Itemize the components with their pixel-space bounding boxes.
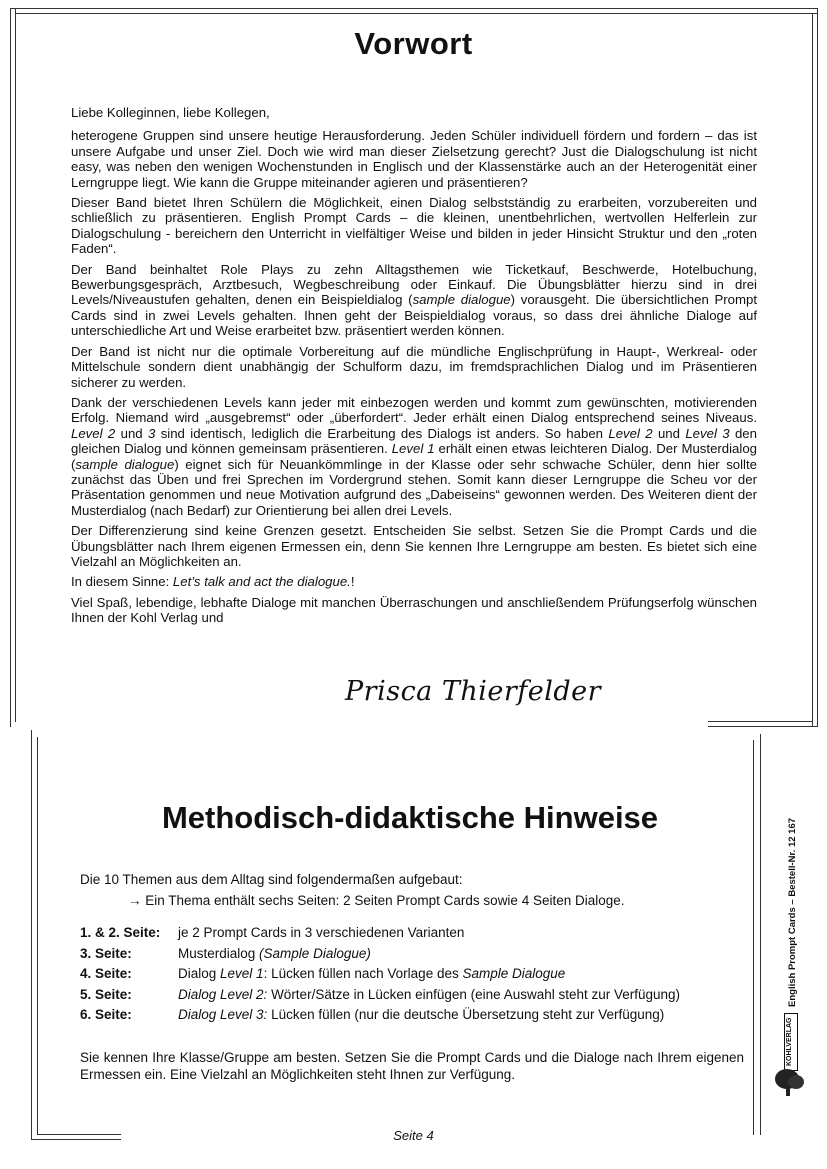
tree-icon — [772, 1067, 806, 1097]
vorwort-body — [71, 105, 757, 631]
list-item-value: Dialog Level 3: Lücken füllen (nur die deutsche Übersetzung steht zur Verfügung) — [178, 1007, 665, 1023]
list-item-value: je 2 Prompt Cards in 3 verschiedenen Varianten — [178, 925, 465, 940]
paragraph: Der Band ist nicht nur die optimale Vorbereitung auf die mündliche Englischprüfung in Haupt-, Werkreal- oder Mittelschule sondern dient unabhängig der Schulform dazu, im fremdsprachlichen Dialog und im Präsentieren sicherer zu werden. — [71, 343, 757, 390]
emphasis: Level 2 — [71, 425, 116, 441]
paragraph: Der Differenzierung sind keine Grenzen gesetzt. Entscheiden Sie selbst. Setzen Sie die Prompt Cards und die Übungsblätter nach Ihrem eigenen Ermessen ein, denn Sie kennen Ihre Lerngruppe am besten. Es bietet sich eine Vielzahl an Möglichkeiten an. — [71, 523, 757, 569]
paragraph — [71, 395, 757, 518]
list-item-key: 1. & 2. Seite: — [80, 925, 161, 940]
list-item-value: Dialog Level 2: Wörter/Sätze in Lücken einfügen (eine Auswahl steht zur Verfügung) — [178, 986, 681, 1002]
emphasis: Let’s talk and act the dialogue. — [172, 574, 351, 590]
page-structure-list — [80, 925, 740, 1028]
text-run: und — [652, 425, 686, 441]
list-item — [80, 966, 740, 987]
paragraph: Viel Spaß, lebendige, lebhafte Dialoge mit manchen Überraschungen und anschließendem Prüfungserfolg wünschen Ihnen der Kohl Verlag und — [71, 594, 757, 626]
emphasis: 3 — [147, 425, 156, 441]
list-item-key: 5. Seite: — [80, 986, 132, 1002]
list-item — [80, 946, 740, 967]
text-run: den gleichen Dialog und können gemeinsam präsentieren. — [71, 425, 757, 457]
text-run: Dank der verschiedenen Levels kann jeder mit einbezogen werden und kommt zum gewünschten, motivierenden Erfolg. Niemand wird „ausgebremst“ oder „überfordert“. Jeder erhält einen Dialog entsprechend seines Niveaus. — [71, 394, 757, 426]
emphasis: sample dialogue — [75, 456, 175, 472]
methods-intro: Die 10 Themen aus dem Alltag sind folgendermaßen aufgebaut: — [80, 872, 463, 887]
emphasis: Level 2 — [608, 425, 653, 441]
paragraph: Dieser Band bietet Ihren Schülern die Möglichkeit, einen Dialog selbstständig zu erarbeiten, vorzubereiten und schließlich zu präsentieren. English Prompt Cards – die kleinen, unentbehrlichen, wertvollen Helferlein zur Dialogschulung - bereichern den Unterricht in vielfältiger Weise und bilden in jeder Hinsicht Struktur und den „roten Faden“. — [71, 195, 757, 257]
list-item-value: Dialog Level 1: Lücken füllen nach Vorlage des Sample Dialogue — [178, 966, 566, 982]
text-run: erhält einen etwas leichteren Dialog. Der Musterdialog ( — [71, 441, 757, 472]
paragraph: heterogene Gruppen sind unsere heutige Herausforderung. Jeden Schüler individuell fördern und fordern – das ist unsere Aufgabe und unser Ziel. Doch wie wird man dieser Zielsetzung gerecht? Just die Dialogschulung ist nicht easy, was neben den wenigen Wochenstunden in Englisch und der Klassenstärke auch an der Heterogenität einer Lerngruppe liegt. Wie kann die Gruppe miteinander agieren und präsentieren? — [71, 128, 757, 190]
paragraph — [71, 262, 757, 339]
paragraph — [71, 574, 757, 589]
author-signature: Prisca Thierfelder — [345, 676, 602, 707]
text-run: sind identisch, lediglich die Erarbeitung des Dialogs ist anders. So haben — [155, 425, 609, 441]
text-run: und — [115, 425, 148, 441]
text-run: Der Band beinhaltet Role Plays zu zehn Alltagsthemen wie Ticketkauf, Beschwerde, Hotelbuchung, Bewerbungsgespräch, Arztbesuch, Wegbeschreibung oder Einkauf. Die Übungsblätter hierzu sind in drei Levels/Niveaustufen gehalten, denen ein Beispieldialog ( — [71, 261, 757, 308]
text-run: ) eignet sich für Neuankömmlinge in der Klasse oder sehr schwache Schüler, denn hier sollte zunächst das Üben und frei Sprechen im Vordergrund stehen. Somit kann dieser Lerngruppe die Scheu vor der Präsentation genommen und neue Motivation aufgrund des „Dabeiseins“ gewonnen werden. Des Weiteren dient der Musterdialog (nach Bedarf) zur Orientierung bei allen drei Levels. — [71, 456, 757, 518]
list-item — [80, 925, 740, 946]
list-item-key: 4. Seite: — [80, 966, 132, 982]
emphasis: sample dialogue — [412, 292, 511, 308]
publisher-logo-text: KOHLVERLAG — [784, 1013, 798, 1071]
emphasis: Level 1 — [391, 441, 435, 457]
greeting: Liebe Kolleginnen, liebe Kollegen, — [71, 105, 270, 120]
methods-outro: Sie kennen Ihre Klasse/Gruppe am besten. Setzen Sie die Prompt Cards und die Dialoge nach Ihrem eigenen Ermessen ein. Eine Vielzahl an Möglichkeiten steht Ihnen zur Verfügung. — [80, 1050, 744, 1082]
text-run: ! — [350, 574, 355, 590]
page-title: Vorwort — [354, 26, 473, 61]
section-title: Methodisch-didaktische Hinweise — [161, 800, 659, 835]
text-run: In diesem Sinne: — [71, 574, 173, 590]
text-run: ) vorausgeht. Die übersichtlichen Prompt Cards sind in zwei Levels gehalten. Ihnen geht der Beispieldialog voraus, so dass drei ähnliche Dialoge auf unterschiedliche Art und Weise erarbeitet bzw. präsentiert werden können. — [71, 292, 757, 339]
side-order-label: English Prompt Cards – Bestell-Nr. 12 167 — [787, 817, 798, 1007]
methods-arrow-note: → Ein Thema enthält sechs Seiten: 2 Seiten Prompt Cards sowie 4 Seiten Dialoge. — [128, 893, 625, 908]
page-number: Seite 4 — [393, 1128, 434, 1143]
list-item — [80, 987, 740, 1008]
list-item-key: 3. Seite: — [80, 945, 132, 961]
list-item — [80, 1007, 740, 1028]
list-item-key: 6. Seite: — [80, 1007, 132, 1023]
publisher-logo — [772, 1013, 806, 1097]
emphasis: Level 3 — [685, 425, 730, 441]
list-item-value: Musterdialog (Sample Dialogue) — [178, 945, 371, 961]
